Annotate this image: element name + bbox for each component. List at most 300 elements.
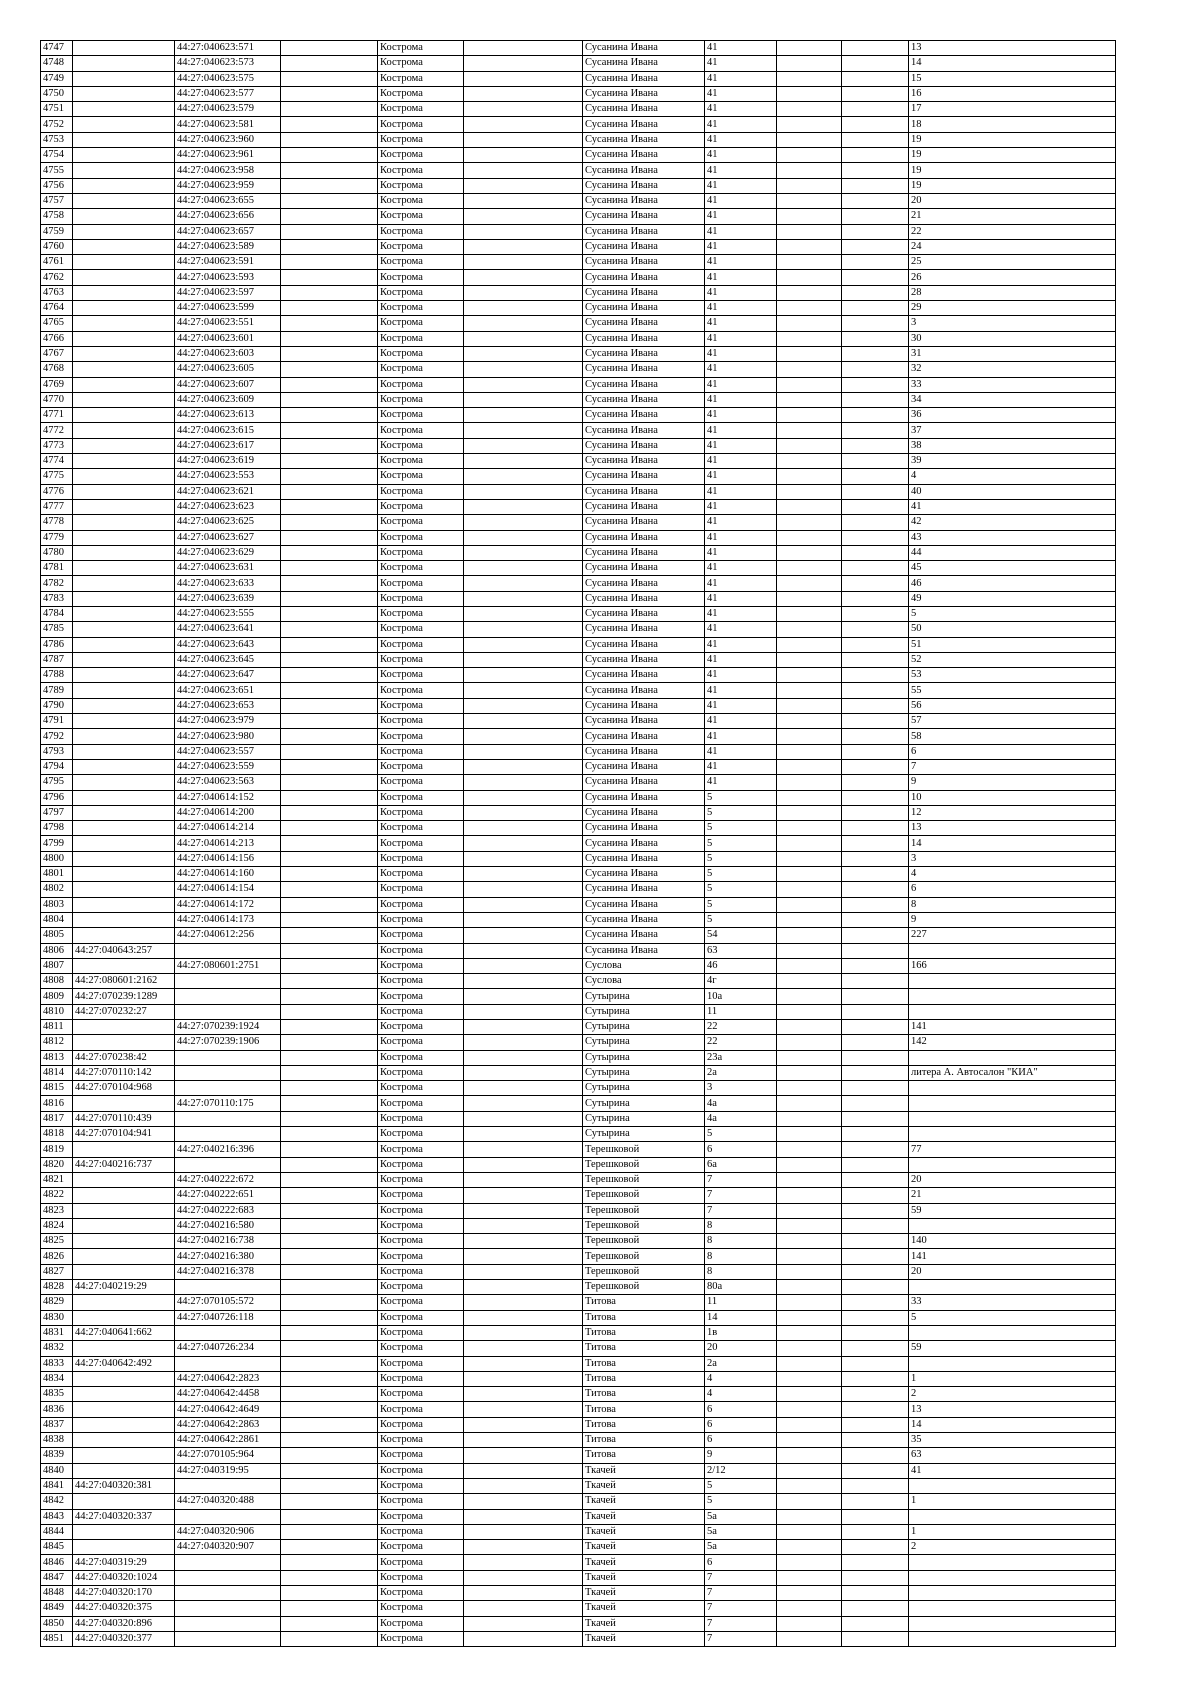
col-empty-9-cell xyxy=(777,1081,842,1096)
col-empty-10-cell xyxy=(842,1172,909,1187)
table-row xyxy=(41,744,1116,759)
house-number-cell: 41 xyxy=(705,484,777,499)
street-cell: Сусанина Ивана xyxy=(583,515,705,530)
building-cadastral-number-cell: 44:27:070104:968 xyxy=(73,1081,175,1096)
col-empty-4-cell xyxy=(281,224,378,239)
row-number-cell: 4795 xyxy=(41,775,73,790)
col-empty-9-cell xyxy=(777,928,842,943)
street-cell: Сусанина Ивана xyxy=(583,484,705,499)
table-row xyxy=(41,484,1116,499)
street-cell: Сусанина Ивана xyxy=(583,851,705,866)
premises-cadastral-number-cell: 44:27:040623:593 xyxy=(175,270,281,285)
row-number-cell: 4780 xyxy=(41,545,73,560)
col-empty-10-cell xyxy=(842,1096,909,1111)
col-empty-6-cell xyxy=(464,392,583,407)
row-number-cell: 4821 xyxy=(41,1172,73,1187)
table-row xyxy=(41,102,1116,117)
house-number-cell: 41 xyxy=(705,775,777,790)
col-empty-9-cell xyxy=(777,408,842,423)
street-cell: Сусанина Ивана xyxy=(583,729,705,744)
apartment-number-cell: 41 xyxy=(909,499,1116,514)
col-empty-6-cell xyxy=(464,56,583,71)
premises-cadastral-number-cell: 44:27:040623:577 xyxy=(175,86,281,101)
col-empty-4-cell xyxy=(281,530,378,545)
building-cadastral-number-cell xyxy=(73,1417,175,1432)
premises-cadastral-number-cell: 44:27:040623:645 xyxy=(175,652,281,667)
col-empty-9-cell xyxy=(777,56,842,71)
col-empty-10-cell xyxy=(842,1295,909,1310)
col-empty-6-cell xyxy=(464,790,583,805)
col-empty-10-cell xyxy=(842,56,909,71)
table-row xyxy=(41,1020,1116,1035)
premises-cadastral-number-cell: 44:27:040642:2823 xyxy=(175,1371,281,1386)
row-number-cell: 4752 xyxy=(41,117,73,132)
table-row xyxy=(41,1616,1116,1631)
city-cell: Кострома xyxy=(378,454,464,469)
street-cell: Сутырина xyxy=(583,1127,705,1142)
table-row xyxy=(41,1096,1116,1111)
row-number-cell: 4778 xyxy=(41,515,73,530)
row-number-cell: 4844 xyxy=(41,1524,73,1539)
premises-cadastral-number-cell: 44:27:040614:160 xyxy=(175,867,281,882)
col-empty-4-cell xyxy=(281,1601,378,1616)
table-row xyxy=(41,1524,1116,1539)
row-number-cell: 4817 xyxy=(41,1111,73,1126)
col-empty-9-cell xyxy=(777,1631,842,1646)
col-empty-4-cell xyxy=(281,469,378,484)
street-cell: Титова xyxy=(583,1448,705,1463)
premises-cadastral-number-cell: 44:27:040642:4649 xyxy=(175,1402,281,1417)
col-empty-4-cell xyxy=(281,836,378,851)
col-empty-10-cell xyxy=(842,1555,909,1570)
col-empty-4-cell xyxy=(281,1448,378,1463)
col-empty-10-cell xyxy=(842,744,909,759)
col-empty-6-cell xyxy=(464,285,583,300)
street-cell: Ткачей xyxy=(583,1509,705,1524)
table-row xyxy=(41,1065,1116,1080)
apartment-number-cell: 166 xyxy=(909,958,1116,973)
row-number-cell: 4786 xyxy=(41,637,73,652)
col-empty-4-cell xyxy=(281,1096,378,1111)
address-table xyxy=(40,40,1116,1647)
table-row xyxy=(41,606,1116,621)
house-number-cell: 5 xyxy=(705,1494,777,1509)
city-cell: Кострома xyxy=(378,836,464,851)
street-cell: Сусанина Ивана xyxy=(583,698,705,713)
col-empty-10-cell xyxy=(842,270,909,285)
col-empty-9-cell xyxy=(777,1004,842,1019)
apartment-number-cell: 141 xyxy=(909,1020,1116,1035)
street-cell: Сусанина Ивана xyxy=(583,408,705,423)
city-cell: Кострома xyxy=(378,1601,464,1616)
row-number-cell: 4799 xyxy=(41,836,73,851)
house-number-cell: 41 xyxy=(705,239,777,254)
col-empty-9-cell xyxy=(777,469,842,484)
house-number-cell: 4г xyxy=(705,974,777,989)
house-number-cell: 41 xyxy=(705,209,777,224)
table-row xyxy=(41,377,1116,392)
col-empty-4-cell xyxy=(281,882,378,897)
house-number-cell: 6 xyxy=(705,1555,777,1570)
col-empty-6-cell xyxy=(464,652,583,667)
col-empty-9-cell xyxy=(777,652,842,667)
col-empty-9-cell xyxy=(777,943,842,958)
premises-cadastral-number-cell: 44:27:040614:154 xyxy=(175,882,281,897)
house-number-cell: 8 xyxy=(705,1218,777,1233)
building-cadastral-number-cell xyxy=(73,117,175,132)
premises-cadastral-number-cell: 44:27:040623:625 xyxy=(175,515,281,530)
col-empty-4-cell xyxy=(281,1371,378,1386)
apartment-number-cell xyxy=(909,943,1116,958)
apartment-number-cell: 45 xyxy=(909,561,1116,576)
col-empty-4-cell xyxy=(281,775,378,790)
city-cell: Кострома xyxy=(378,790,464,805)
building-cadastral-number-cell xyxy=(73,86,175,101)
house-number-cell: 2а xyxy=(705,1356,777,1371)
building-cadastral-number-cell xyxy=(73,209,175,224)
table-row xyxy=(41,1050,1116,1065)
street-cell: Сусанина Ивана xyxy=(583,545,705,560)
table-row xyxy=(41,867,1116,882)
col-empty-9-cell xyxy=(777,1417,842,1432)
apartment-number-cell: 26 xyxy=(909,270,1116,285)
col-empty-10-cell xyxy=(842,1463,909,1478)
col-empty-4-cell xyxy=(281,499,378,514)
col-empty-6-cell xyxy=(464,209,583,224)
col-empty-4-cell xyxy=(281,178,378,193)
row-number-cell: 4838 xyxy=(41,1433,73,1448)
premises-cadastral-number-cell: 44:27:040623:581 xyxy=(175,117,281,132)
street-cell: Сусанина Ивана xyxy=(583,790,705,805)
building-cadastral-number-cell xyxy=(73,102,175,117)
apartment-number-cell: 55 xyxy=(909,683,1116,698)
table-row xyxy=(41,1570,1116,1585)
house-number-cell: 41 xyxy=(705,759,777,774)
col-empty-4-cell xyxy=(281,759,378,774)
table-row xyxy=(41,239,1116,254)
col-empty-9-cell xyxy=(777,285,842,300)
table-row xyxy=(41,1585,1116,1600)
col-empty-10-cell xyxy=(842,591,909,606)
street-cell: Титова xyxy=(583,1295,705,1310)
col-empty-10-cell xyxy=(842,132,909,147)
row-number-cell: 4825 xyxy=(41,1234,73,1249)
col-empty-9-cell xyxy=(777,1585,842,1600)
building-cadastral-number-cell xyxy=(73,301,175,316)
col-empty-10-cell xyxy=(842,1478,909,1493)
premises-cadastral-number-cell: 44:27:040623:623 xyxy=(175,499,281,514)
street-cell: Сутырина xyxy=(583,1050,705,1065)
row-number-cell: 4771 xyxy=(41,408,73,423)
street-cell: Терешковой xyxy=(583,1203,705,1218)
col-empty-9-cell xyxy=(777,1616,842,1631)
col-empty-9-cell xyxy=(777,606,842,621)
col-empty-4-cell xyxy=(281,1540,378,1555)
premises-cadastral-number-cell: 44:27:040614:152 xyxy=(175,790,281,805)
house-number-cell: 22 xyxy=(705,1020,777,1035)
col-empty-4-cell xyxy=(281,958,378,973)
col-empty-9-cell xyxy=(777,255,842,270)
street-cell: Ткачей xyxy=(583,1570,705,1585)
apartment-number-cell: 77 xyxy=(909,1142,1116,1157)
premises-cadastral-number-cell: 44:27:040623:627 xyxy=(175,530,281,545)
col-empty-9-cell xyxy=(777,423,842,438)
building-cadastral-number-cell: 44:27:040320:377 xyxy=(73,1631,175,1646)
table-row xyxy=(41,301,1116,316)
premises-cadastral-number-cell: 44:27:040623:631 xyxy=(175,561,281,576)
city-cell: Кострома xyxy=(378,1142,464,1157)
street-cell: Сусанина Ивана xyxy=(583,928,705,943)
building-cadastral-number-cell xyxy=(73,1310,175,1325)
building-cadastral-number-cell xyxy=(73,148,175,163)
col-empty-6-cell xyxy=(464,1524,583,1539)
building-cadastral-number-cell xyxy=(73,1172,175,1187)
premises-cadastral-number-cell: 44:27:040623:589 xyxy=(175,239,281,254)
street-cell: Сусанина Ивана xyxy=(583,270,705,285)
row-number-cell: 4798 xyxy=(41,821,73,836)
building-cadastral-number-cell xyxy=(73,821,175,836)
city-cell: Кострома xyxy=(378,499,464,514)
city-cell: Кострома xyxy=(378,148,464,163)
premises-cadastral-number-cell: 44:27:040623:643 xyxy=(175,637,281,652)
house-number-cell: 46 xyxy=(705,958,777,973)
building-cadastral-number-cell xyxy=(73,331,175,346)
premises-cadastral-number-cell xyxy=(175,1555,281,1570)
premises-cadastral-number-cell: 44:27:040623:960 xyxy=(175,132,281,147)
city-cell: Кострома xyxy=(378,1448,464,1463)
house-number-cell: 9 xyxy=(705,1448,777,1463)
premises-cadastral-number-cell: 44:27:040222:672 xyxy=(175,1172,281,1187)
col-empty-10-cell xyxy=(842,561,909,576)
row-number-cell: 4767 xyxy=(41,346,73,361)
premises-cadastral-number-cell: 44:27:040614:200 xyxy=(175,805,281,820)
col-empty-9-cell xyxy=(777,377,842,392)
apartment-number-cell xyxy=(909,1157,1116,1172)
street-cell: Ткачей xyxy=(583,1478,705,1493)
city-cell: Кострома xyxy=(378,1188,464,1203)
street-cell: Сусанина Ивана xyxy=(583,897,705,912)
building-cadastral-number-cell xyxy=(73,1463,175,1478)
col-empty-9-cell xyxy=(777,484,842,499)
premises-cadastral-number-cell xyxy=(175,1570,281,1585)
city-cell: Кострома xyxy=(378,821,464,836)
premises-cadastral-number-cell: 44:27:070110:175 xyxy=(175,1096,281,1111)
city-cell: Кострома xyxy=(378,897,464,912)
street-cell: Сусанина Ивана xyxy=(583,744,705,759)
city-cell: Кострома xyxy=(378,1127,464,1142)
col-empty-9-cell xyxy=(777,1295,842,1310)
building-cadastral-number-cell: 44:27:070239:1289 xyxy=(73,989,175,1004)
table-row xyxy=(41,1631,1116,1646)
city-cell: Кострома xyxy=(378,255,464,270)
table-row xyxy=(41,1218,1116,1233)
row-number-cell: 4814 xyxy=(41,1065,73,1080)
table-row xyxy=(41,683,1116,698)
street-cell: Титова xyxy=(583,1325,705,1340)
col-empty-10-cell xyxy=(842,1127,909,1142)
premises-cadastral-number-cell: 44:27:040623:605 xyxy=(175,362,281,377)
city-cell: Кострома xyxy=(378,958,464,973)
building-cadastral-number-cell xyxy=(73,1402,175,1417)
col-empty-6-cell xyxy=(464,759,583,774)
table-row xyxy=(41,897,1116,912)
col-empty-6-cell xyxy=(464,148,583,163)
apartment-number-cell: 19 xyxy=(909,178,1116,193)
col-empty-6-cell xyxy=(464,499,583,514)
col-empty-10-cell xyxy=(842,882,909,897)
table-row xyxy=(41,912,1116,927)
col-empty-10-cell xyxy=(842,301,909,316)
table-row xyxy=(41,270,1116,285)
col-empty-10-cell xyxy=(842,1509,909,1524)
premises-cadastral-number-cell: 44:27:040614:172 xyxy=(175,897,281,912)
city-cell: Кострома xyxy=(378,1387,464,1402)
col-empty-4-cell xyxy=(281,652,378,667)
col-empty-6-cell xyxy=(464,576,583,591)
col-empty-4-cell xyxy=(281,821,378,836)
building-cadastral-number-cell xyxy=(73,316,175,331)
building-cadastral-number-cell xyxy=(73,637,175,652)
apartment-number-cell: 14 xyxy=(909,836,1116,851)
apartment-number-cell: 7 xyxy=(909,759,1116,774)
col-empty-10-cell xyxy=(842,1570,909,1585)
house-number-cell: 8 xyxy=(705,1264,777,1279)
col-empty-9-cell xyxy=(777,1478,842,1493)
table-row xyxy=(41,41,1116,56)
apartment-number-cell: 39 xyxy=(909,454,1116,469)
col-empty-10-cell xyxy=(842,622,909,637)
table-row xyxy=(41,637,1116,652)
building-cadastral-number-cell: 44:27:070110:439 xyxy=(73,1111,175,1126)
apartment-number-cell xyxy=(909,1616,1116,1631)
street-cell: Сусанина Ивана xyxy=(583,821,705,836)
street-cell: Сусанина Ивана xyxy=(583,86,705,101)
col-empty-10-cell xyxy=(842,637,909,652)
street-cell: Ткачей xyxy=(583,1555,705,1570)
street-cell: Титова xyxy=(583,1356,705,1371)
city-cell: Кострома xyxy=(378,882,464,897)
city-cell: Кострома xyxy=(378,759,464,774)
table-row xyxy=(41,1509,1116,1524)
col-empty-6-cell xyxy=(464,1417,583,1432)
building-cadastral-number-cell xyxy=(73,683,175,698)
house-number-cell: 5 xyxy=(705,897,777,912)
col-empty-9-cell xyxy=(777,1096,842,1111)
building-cadastral-number-cell xyxy=(73,499,175,514)
col-empty-4-cell xyxy=(281,41,378,56)
apartment-number-cell: 9 xyxy=(909,912,1116,927)
apartment-number-cell xyxy=(909,1509,1116,1524)
col-empty-10-cell xyxy=(842,683,909,698)
premises-cadastral-number-cell: 44:27:040623:651 xyxy=(175,683,281,698)
street-cell: Сусанина Ивана xyxy=(583,239,705,254)
premises-cadastral-number-cell: 44:27:040726:234 xyxy=(175,1341,281,1356)
table-row xyxy=(41,1111,1116,1126)
col-empty-10-cell xyxy=(842,576,909,591)
row-number-cell: 4806 xyxy=(41,943,73,958)
col-empty-6-cell xyxy=(464,423,583,438)
col-empty-9-cell xyxy=(777,301,842,316)
building-cadastral-number-cell xyxy=(73,790,175,805)
col-empty-9-cell xyxy=(777,882,842,897)
col-empty-4-cell xyxy=(281,239,378,254)
apartment-number-cell: 44 xyxy=(909,545,1116,560)
col-empty-9-cell xyxy=(777,41,842,56)
row-number-cell: 4792 xyxy=(41,729,73,744)
col-empty-6-cell xyxy=(464,117,583,132)
apartment-number-cell: 24 xyxy=(909,239,1116,254)
street-cell: Сусанина Ивана xyxy=(583,301,705,316)
col-empty-4-cell xyxy=(281,346,378,361)
house-number-cell: 41 xyxy=(705,255,777,270)
premises-cadastral-number-cell: 44:27:040726:118 xyxy=(175,1310,281,1325)
row-number-cell: 4782 xyxy=(41,576,73,591)
row-number-cell: 4815 xyxy=(41,1081,73,1096)
building-cadastral-number-cell xyxy=(73,576,175,591)
city-cell: Кострома xyxy=(378,1371,464,1386)
col-empty-6-cell xyxy=(464,469,583,484)
col-empty-4-cell xyxy=(281,1188,378,1203)
col-empty-10-cell xyxy=(842,1188,909,1203)
col-empty-4-cell xyxy=(281,1356,378,1371)
row-number-cell: 4847 xyxy=(41,1570,73,1585)
street-cell: Сусанина Ивана xyxy=(583,867,705,882)
building-cadastral-number-cell xyxy=(73,193,175,208)
col-empty-4-cell xyxy=(281,1402,378,1417)
building-cadastral-number-cell xyxy=(73,1448,175,1463)
building-cadastral-number-cell xyxy=(73,255,175,270)
premises-cadastral-number-cell xyxy=(175,1004,281,1019)
col-empty-6-cell xyxy=(464,71,583,86)
col-empty-6-cell xyxy=(464,86,583,101)
col-empty-6-cell xyxy=(464,989,583,1004)
apartment-number-cell xyxy=(909,1478,1116,1493)
apartment-number-cell: 41 xyxy=(909,1463,1116,1478)
col-empty-9-cell xyxy=(777,1172,842,1187)
col-empty-6-cell xyxy=(464,102,583,117)
apartment-number-cell: 9 xyxy=(909,775,1116,790)
table-row xyxy=(41,1310,1116,1325)
row-number-cell: 4837 xyxy=(41,1417,73,1432)
building-cadastral-number-cell xyxy=(73,484,175,499)
city-cell: Кострома xyxy=(378,438,464,453)
building-cadastral-number-cell xyxy=(73,867,175,882)
row-number-cell: 4793 xyxy=(41,744,73,759)
building-cadastral-number-cell xyxy=(73,729,175,744)
apartment-number-cell: 43 xyxy=(909,530,1116,545)
apartment-number-cell: 37 xyxy=(909,423,1116,438)
building-cadastral-number-cell xyxy=(73,1387,175,1402)
row-number-cell: 4753 xyxy=(41,132,73,147)
table-row xyxy=(41,148,1116,163)
col-empty-9-cell xyxy=(777,102,842,117)
col-empty-6-cell xyxy=(464,1570,583,1585)
city-cell: Кострома xyxy=(378,1310,464,1325)
table-row xyxy=(41,622,1116,637)
col-empty-9-cell xyxy=(777,362,842,377)
apartment-number-cell: 1 xyxy=(909,1494,1116,1509)
col-empty-6-cell xyxy=(464,1264,583,1279)
table-row xyxy=(41,1203,1116,1218)
col-empty-6-cell xyxy=(464,301,583,316)
premises-cadastral-number-cell: 44:27:040623:653 xyxy=(175,698,281,713)
row-number-cell: 4750 xyxy=(41,86,73,101)
row-number-cell: 4839 xyxy=(41,1448,73,1463)
apartment-number-cell: 15 xyxy=(909,71,1116,86)
row-number-cell: 4850 xyxy=(41,1616,73,1631)
col-empty-6-cell xyxy=(464,1402,583,1417)
col-empty-6-cell xyxy=(464,1004,583,1019)
